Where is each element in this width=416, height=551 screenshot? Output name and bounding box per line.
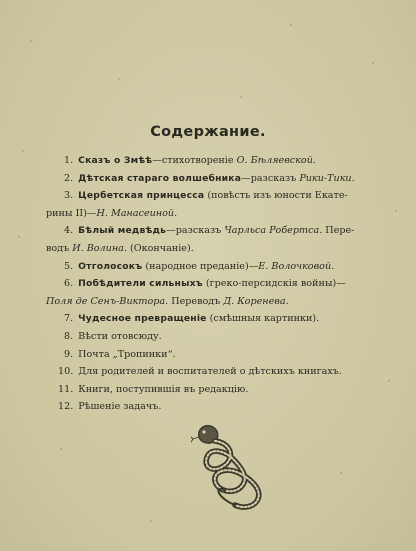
entry-separator: —разсказъ	[241, 172, 300, 184]
toc-entry	[46, 187, 382, 222]
entry-translator: И. Волина.	[72, 242, 127, 254]
entry-number: 11.	[58, 383, 74, 395]
paper-speck	[340, 472, 342, 474]
toc-entry	[46, 152, 382, 170]
entry-number: 5.	[64, 260, 74, 272]
entry-title: Для родителей и воспитателей о дѣтскихъ книгахъ.	[78, 366, 342, 378]
table-of-contents	[46, 152, 382, 416]
toc-entry	[46, 363, 382, 381]
entry-title: Дѣтская стараго волшебника	[78, 172, 242, 184]
paper-speck	[388, 380, 390, 382]
entry-translator: Д. Коренева.	[223, 295, 289, 307]
snake-icon	[191, 417, 273, 513]
paper-speck	[395, 210, 397, 212]
entry-author: Поля де Сенъ-Виктора.	[46, 295, 169, 307]
toc-entry	[46, 222, 382, 257]
entry-number: 1.	[64, 155, 74, 166]
paper-speck	[60, 448, 62, 450]
toc-entry	[46, 310, 382, 328]
entry-author: О. Бѣляевской.	[236, 155, 316, 166]
entry-title: Бѣлый медвѣдь	[78, 225, 167, 237]
entry-title: Сказъ о Змѣѣ	[78, 155, 153, 166]
toc-entry	[46, 398, 382, 416]
toc-entry	[46, 346, 382, 364]
paper-speck	[118, 78, 120, 80]
paper-speck	[372, 62, 374, 64]
entry-title: Почта „Тропинки“.	[78, 348, 176, 360]
entry-author: Рики-Тики.	[299, 172, 355, 184]
entry-number: 7.	[64, 313, 74, 325]
entry-text: водъ	[46, 242, 73, 254]
entry-author: Чарльса Робертса.	[224, 225, 323, 237]
entry-title: Цербетская принцесса	[78, 190, 205, 202]
entry-number: 12.	[58, 401, 74, 413]
entry-text: Пере-	[322, 225, 355, 237]
entry-title: Отголосокъ	[78, 260, 143, 272]
paper-speck	[22, 150, 24, 152]
entry-title: Чудесное превращеніе	[78, 313, 207, 325]
entry-title: Рѣшеніе задачъ.	[78, 401, 162, 413]
page-title: Содержание.	[150, 124, 266, 140]
entry-text: рины II)—	[46, 207, 97, 219]
entry-number: 2.	[64, 172, 74, 184]
entry-text: (повѣсть изъ юности Екате-	[204, 190, 348, 202]
toc-entry	[46, 275, 382, 310]
entry-title: Книги, поступившія въ редакцію.	[78, 383, 249, 395]
entry-number: 10.	[58, 366, 74, 378]
entry-text: (греко-персидскія войны)—	[202, 278, 346, 290]
entry-author: Е. Волочковой.	[258, 260, 335, 272]
entry-number: 4.	[64, 225, 74, 237]
entry-number: 8.	[64, 330, 74, 342]
toc-entry	[46, 258, 382, 276]
entry-text: (народное преданіе)—	[142, 260, 259, 272]
toc-entry	[46, 170, 382, 188]
paper-speck	[240, 96, 242, 98]
toc-entry	[46, 381, 382, 399]
entry-title: Вѣсти отовсюду.	[78, 330, 162, 342]
entry-separator: —стихотвореніе	[152, 155, 237, 166]
entry-text: (Окончаніе).	[126, 242, 194, 254]
toc-entry	[46, 328, 382, 346]
entry-title: Побѣдители сильныхъ	[78, 278, 203, 290]
paper-speck	[18, 236, 20, 238]
paper-speck	[290, 24, 292, 26]
entry-number: 6.	[64, 278, 74, 290]
entry-number: 3.	[64, 190, 74, 202]
paper-speck	[30, 40, 32, 42]
entry-author: Н. Манасеиной.	[96, 207, 178, 219]
entry-number: 9.	[64, 348, 74, 360]
paper-speck	[150, 520, 152, 522]
entry-text: Переводъ	[168, 295, 224, 307]
entry-separator: —разсказъ	[166, 225, 225, 237]
entry-text: (смѣшныя картинки).	[206, 313, 320, 325]
